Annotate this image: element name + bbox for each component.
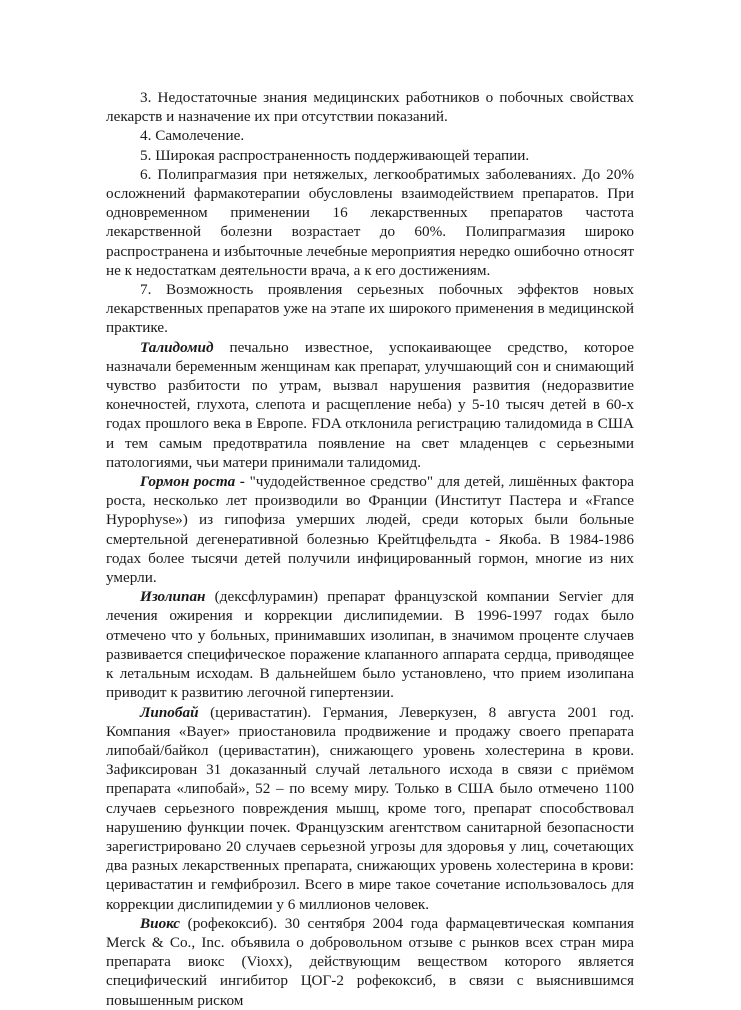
paragraph-text: (церивастатин). Германия, Леверкузен, 8 августа 2001 год. Компания «Bayer» приостановила продвижение и продажу своего препарата липобай/байкол (церивастатин), снижающего уровень холестерина в крови. Зафиксирован 31 доказанный случай летального исхода в связи с приёмом препарата «липобай», 52 – по всему миру. Только в США было отмечено 1100 случаев серьезного повреждения мышц, кроме того, препарат способствовал нарушению функции почек. Французским агентством санитарной безопасности зарегистрировано 20 случаев серьезной угрозы для здоровья у лиц, сочетающих два разных лекарственных препарата, снижающих уровень холестерина в крови: церивастатин и гемфиброзил. Всего в мире такое сочетание использовалось для коррекции дислипидемии у 6 миллионов человек. — [106, 703, 634, 913]
paragraph-lipobay — [106, 703, 634, 914]
paragraph-text: 5. Широкая распространенность поддерживающей терапии. — [140, 146, 530, 164]
list-item-5 — [106, 146, 634, 165]
paragraph-thalidomide — [106, 338, 634, 472]
drug-name-term: Виокс — [140, 914, 181, 932]
paragraph-text: 4. Самолечение. — [140, 127, 245, 145]
paragraph-text: печально известное, успокаивающее средство, которое назначали беременным женщинам как препарат, улучшающий сон и снимающий чувство разбитости по утрам, вызвал нарушения развития (недоразвитие конечностей, глухота, слепота и расщепление неба) у 5-10 тысяч детей в 60-х годах прошлого века в Европе. FDA отклонила регистрацию талидомида в США и тем самым предотвратила появление на свет младенцев с серьезными патологиями, чьи матери принимали талидомид. — [106, 338, 634, 471]
paragraph-growth-hormone — [106, 472, 634, 587]
paragraph-text: 6. Полипрагмазия при нетяжелых, легкообратимых заболеваниях. До 20% осложнений фармакотерапии обусловлены взаимодействием препаратов. При одновременном применении 16 лекарственных препаратов частота лекарственной болезни возрастает до 60%. Полипрагмазия широко распространена и избыточные лечебные мероприятия нередко ошибочно относят не к недостаткам деятельности врача, а к его достижениям. — [106, 165, 634, 279]
drug-name-term: Липобай — [140, 703, 199, 721]
list-item-3 — [106, 88, 634, 126]
paragraph-text: (рофекоксиб). 30 сентября 2004 года фармацевтическая компания Merck & Co., Inc. объявила о добровольном отзыве с рынков всех стран мира препарата виокс (Vioxx), действующим веществом которого является специфический ингибитор ЦОГ-2 рофекоксиб, в связи с выяснившимся повышенным риском — [106, 914, 634, 1009]
paragraph-text: (дексфлурамин) препарат французской компании Servier для лечения ожирения и коррекции дислипидемии. В 1996-1997 годах было отмечено что у больных, принимавших изолипан, в значимом проценте случаев развивается специфическое поражение клапанного аппарата сердца, приводящее к летальным исходам. В дальнейшем было установлено, что прием изолипана приводит к развитию легочной гипертензии. — [106, 588, 634, 702]
paragraph-text: "чудодейственное средство" для детей, лишённых фактора роста, несколько лет производили во Франции (Институт Пастера и «France Hypophyse») из гипофиза умерших людей, среди которых были больные смертельной дегенеративной болезнью Крейтцфельдта - Якоба. В 1984-1986 годах более тысячи детей получили инфицированный гормон, многие из них умерли. — [106, 473, 634, 587]
drug-name-term: Изолипан — [140, 588, 206, 606]
paragraph-isolipan — [106, 587, 634, 702]
list-item-6 — [106, 165, 634, 280]
drug-name-term: Гормон роста - — [140, 473, 250, 491]
paragraph-text: 3. Недостаточные знания медицинских работников о побочных свойствах лекарств и назначение их при отсутствии показаний. — [106, 89, 634, 126]
drug-name-term: Талидомид — [140, 338, 214, 356]
list-item-4 — [106, 126, 634, 145]
list-item-7 — [106, 280, 634, 338]
paragraph-text: 7. Возможность проявления серьезных побочных эффектов новых лекарственных препаратов уже на этапе их широкого применения в медицинской практике. — [106, 281, 634, 337]
paragraph-vioxx — [106, 914, 634, 1010]
document-page — [106, 88, 634, 1010]
